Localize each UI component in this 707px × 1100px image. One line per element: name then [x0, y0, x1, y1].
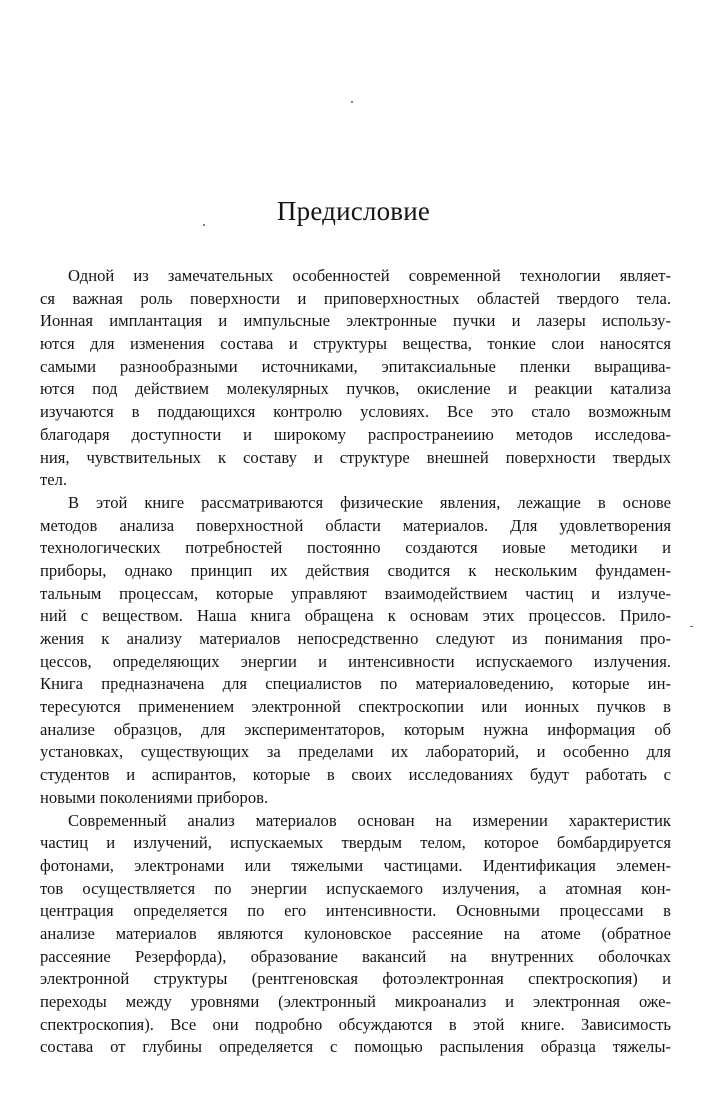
text-line: частиц и излучений, испускаемых твердым телом, которое бомбардируется — [40, 833, 671, 853]
page-title: Предисловие — [276, 196, 431, 226]
text-line: фотонами, электронами или тяжелыми частицами. Идентификация элемен- — [40, 855, 671, 875]
text-line: центрация определяется по его интенсивности. Основными процессами в — [40, 901, 671, 921]
text-line: самыми разнообразными источниками, эпитаксиальные пленки выращива- — [40, 356, 671, 376]
text-line: В этой книге рассматриваются физические явления, лежащие в основе — [68, 492, 671, 512]
text-line: анализе материалов являются кулоновское рассеяние на атоме (обратное — [40, 923, 671, 943]
text-line: благодаря доступности и широкому распространеиию методов исследова- — [40, 424, 671, 444]
text-line: приборы, однако принцип их действия сводится к нескольким фундамен- — [40, 560, 671, 580]
text-line: ются под действием молекулярных пучков, окисление и реакции катализа — [40, 379, 671, 399]
text-line: Ионная имплантация и импульсные электронные пучки и лазеры использу- — [40, 311, 671, 331]
text-line: Одной из замечательных особенностей современной технологии являет- — [68, 266, 671, 285]
paragraph — [40, 810, 671, 1060]
text-line: электронной структуры (рентгеновская фотоэлектронная спектроскопия) и — [40, 969, 671, 989]
text-line: установках, существующих за пределами их лабораторий, и особенно для — [40, 742, 671, 762]
text-line: тов осуществляется по энергии испускаемого излучения, а атомная кон- — [40, 878, 671, 898]
text-line: ний с веществом. Наша книга обращена к основам этих процессов. Прило- — [40, 606, 671, 626]
text-line: состава от глубины определяется с помощью распыления образца тяжелы- — [40, 1037, 671, 1057]
text-line: тересуются применением электронной спектроскопии или ионных пучков в — [40, 697, 671, 717]
scan-speck — [351, 101, 353, 103]
text-line: рассеяние Резерфорда), образование вакансий на внутренних оболочках — [40, 946, 671, 966]
text-line: изучаются в поддающихся контролю условиях. Все это стало возможным — [40, 402, 671, 422]
text-line: студентов и аспирантов, которые в своих исследованиях будут работать с — [40, 765, 671, 785]
text-line: Современный анализ материалов основан на измерении характеристик — [68, 810, 671, 830]
text-line: анализе образцов, для экспериментаторов, которым нужна информация об — [40, 719, 671, 739]
text-line: жения к анализу материалов непосредственно следуют из понимания про- — [40, 629, 671, 648]
text-line: ся важная роль поверхности и приповерхностных областей твердого тела. — [40, 288, 671, 308]
text-line: новыми поколениями приборов. — [40, 787, 269, 807]
scan-speck — [690, 626, 693, 627]
text-line: тел. — [40, 470, 68, 490]
preface-body — [40, 265, 671, 1059]
text-line: спектроскопия). Все они подробно обсуждаются в этой книге. Зависимость — [40, 1014, 671, 1034]
text-line: переходы между уровнями (электронный микроанализ и электронная оже- — [40, 992, 671, 1011]
text-line: цессов, определяющих энергии и интенсивности испускаемого излучения. — [40, 651, 671, 671]
text-line: ния, чувствительных к составу и структуре внешней поверхности твердых — [40, 447, 671, 467]
text-line: технологических потребностей постоянно создаются иовые методики и — [40, 538, 671, 558]
paragraph — [40, 265, 671, 492]
paragraph — [40, 492, 671, 810]
text-line: методов анализа поверхностной области материалов. Для удовлетворения — [40, 515, 671, 535]
text-line: Книга предназначена для специалистов по материаловедению, которые ин- — [40, 674, 671, 694]
text-line: тальным процессам, которые управляют взаимодействием частиц и излуче- — [40, 583, 671, 603]
text-line: ются для изменения состава и структуры вещества, тонкие слои наносятся — [40, 334, 671, 354]
